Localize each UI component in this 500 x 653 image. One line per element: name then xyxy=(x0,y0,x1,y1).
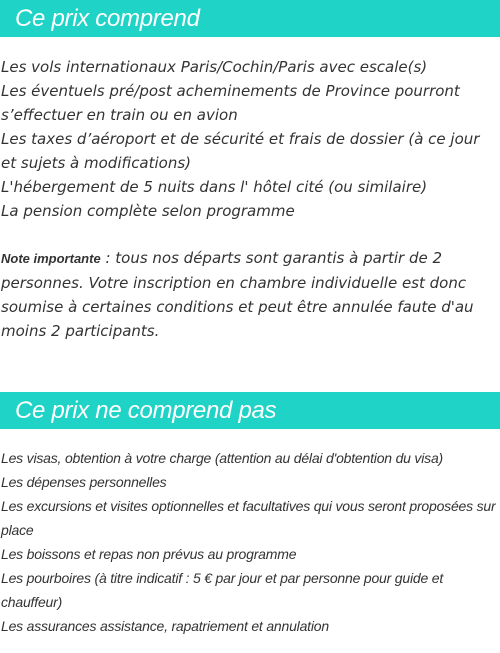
list-item: Les boissons et repas non prévus au programme xyxy=(1,546,297,562)
list-item: Les pourboires (à titre indicatif : 5 € par jour et par personne pour guide et chauffeur) xyxy=(1,570,444,610)
section-banner-included xyxy=(0,0,500,37)
list-item: Les excursions et visites optionnelles et facultatives qui vous seront proposées sur place xyxy=(1,498,496,538)
included-list xyxy=(1,55,499,223)
list-item: L'hébergement de 5 nuits dans l' hôtel cité (ou similaire) xyxy=(1,178,428,196)
list-item: Les taxes d’aéroport et de sécurité et frais de dossier (à ce jour et sujets à modifications) xyxy=(1,130,480,172)
important-note xyxy=(1,246,499,343)
list-item: Les éventuels pré/post acheminements de Province pourront s’effectuer en train ou en avion xyxy=(1,82,460,124)
section-title-excluded: Ce prix ne comprend pas xyxy=(15,397,277,424)
section-title-included: Ce prix comprend xyxy=(15,5,200,32)
section-banner-excluded xyxy=(0,392,500,429)
list-item: Les visas, obtention à votre charge (attention au délai d'obtention du visa) xyxy=(1,450,443,466)
list-item: Les dépenses personnelles xyxy=(1,474,167,490)
excluded-list xyxy=(1,446,499,638)
list-item: Les assurances assistance, rapatriement et annulation xyxy=(1,618,329,634)
note-label: Note importante xyxy=(1,251,101,266)
list-item: La pension complète selon programme xyxy=(1,202,295,220)
note-text: : tous nos départs sont garantis à partir de 2 personnes. Votre inscription en chambre individuelle est donc soumise à certaines conditions et peut être annulée faute d'au moins 2 participants. xyxy=(1,249,474,340)
list-item: Les vols internationaux Paris/Cochin/Paris avec escale(s) xyxy=(1,58,428,76)
